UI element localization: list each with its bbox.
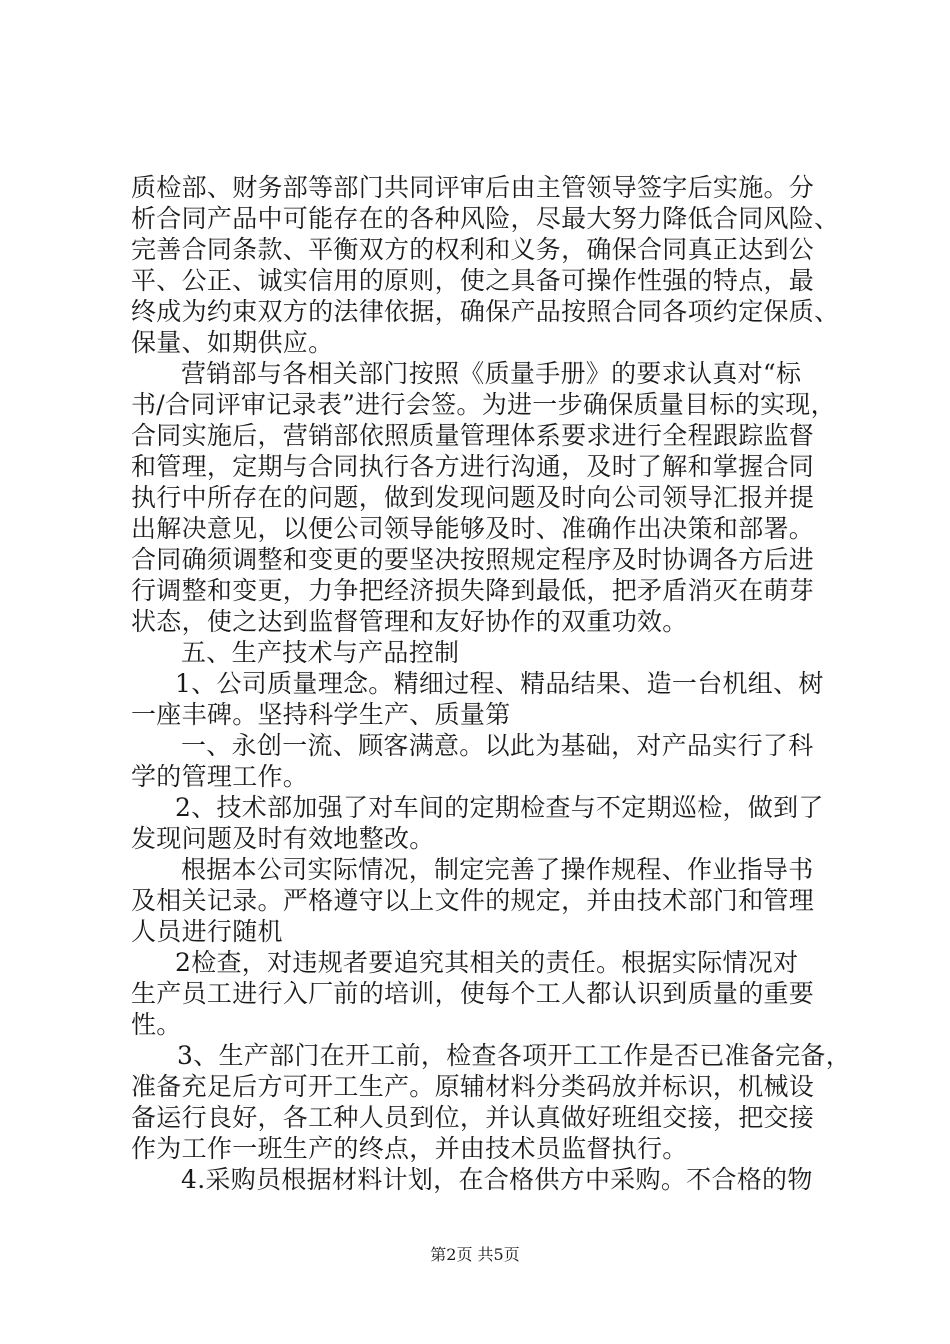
text-line: 合同实施后，营销部依照质量管理体系要求进行全程跟踪监督: [131, 421, 815, 450]
text-line: 合同确须调整和变更的要坚决按照规定程序及时协调各方后进: [131, 545, 815, 574]
text-line: 2检查，对违规者要追究其相关的责任。根据实际情况对: [175, 948, 799, 977]
text-line: 3、生产部门在开工前，检查各项开工工作是否已准备完备，: [177, 1041, 852, 1070]
section-heading: 五、生产技术与产品控制: [181, 638, 460, 667]
text-line: 2、技术部加强了对车间的定期检查与不定期巡检，做到了: [175, 793, 824, 822]
document-body: [131, 172, 852, 1195]
text-line: 学的管理工作。: [131, 762, 309, 791]
text-line: 终成为约束双方的法律依据，确保产品按照合同各项约定保质、: [131, 297, 840, 326]
text-line: 出解决意见，以便公司领导能够及时、准确作出决策和部署。: [131, 514, 815, 543]
text-line: 及相关记录。严格遵守以上文件的规定，并由技术部门和管理: [131, 886, 815, 915]
text-line: 执行中所存在的问题，做到发现问题及时向公司领导汇报并提: [131, 483, 815, 512]
text-line: 性。: [131, 1010, 182, 1039]
text-line: 备运行良好，各工种人员到位，并认真做好班组交接，把交接: [131, 1103, 815, 1132]
text-line: 准备充足后方可开工生产。原辅材料分类码放并标识，机械设: [131, 1072, 815, 1101]
text-line: 状态，使之达到监督管理和友好协作的双重功效。: [131, 607, 688, 636]
text-line: 4.采购员根据材料计划，在合格供方中采购。不合格的物: [181, 1165, 813, 1194]
text-line: 保量、如期供应。: [131, 328, 334, 357]
text-line: 发现问题及时有效地整改。: [131, 824, 435, 853]
text-line: 一座丰碑。坚持科学生产、质量第: [131, 700, 511, 729]
text-line: 1、公司质量理念。精细过程、精品结果、造一台机组、树: [175, 669, 824, 698]
text-line: 行调整和变更，力争把经济损失降到最低，把矛盾消灭在萌芽: [131, 576, 815, 605]
page-number-footer: 第2页 共5页: [430, 1245, 520, 1264]
text-line: 和管理，定期与合同执行各方进行沟通，及时了解和掌握合同: [131, 452, 815, 481]
text-line: 作为工作一班生产的终点，并由技术员监督执行。: [131, 1134, 688, 1163]
text-line: 析合同产品中可能存在的各种风险，尽最大努力降低合同风险、: [131, 204, 840, 233]
text-line: 人员进行随机: [131, 917, 283, 946]
text-line: 根据本公司实际情况，制定完善了操作规程、作业指导书: [181, 855, 814, 884]
text-line: 一、永创一流、顾客满意。以此为基础，对产品实行了科: [181, 731, 814, 760]
text-line: 生产员工进行入厂前的培训，使每个工人都认识到质量的重要: [131, 979, 815, 1008]
text-line: 平、公正、诚实信用的原则，使之具备可操作性强的特点，最: [131, 266, 815, 295]
text-line: 书/合同评审记录表”进行会签。为进一步确保质量目标的实现，: [131, 390, 836, 419]
text-line: 营销部与各相关部门按照《质量手册》的要求认真对“标: [181, 359, 802, 388]
text-line: 质检部、财务部等部门共同评审后由主管领导签字后实施。分: [131, 173, 815, 202]
text-line: 完善合同条款、平衡双方的权利和义务，确保合同真正达到公: [131, 235, 815, 264]
